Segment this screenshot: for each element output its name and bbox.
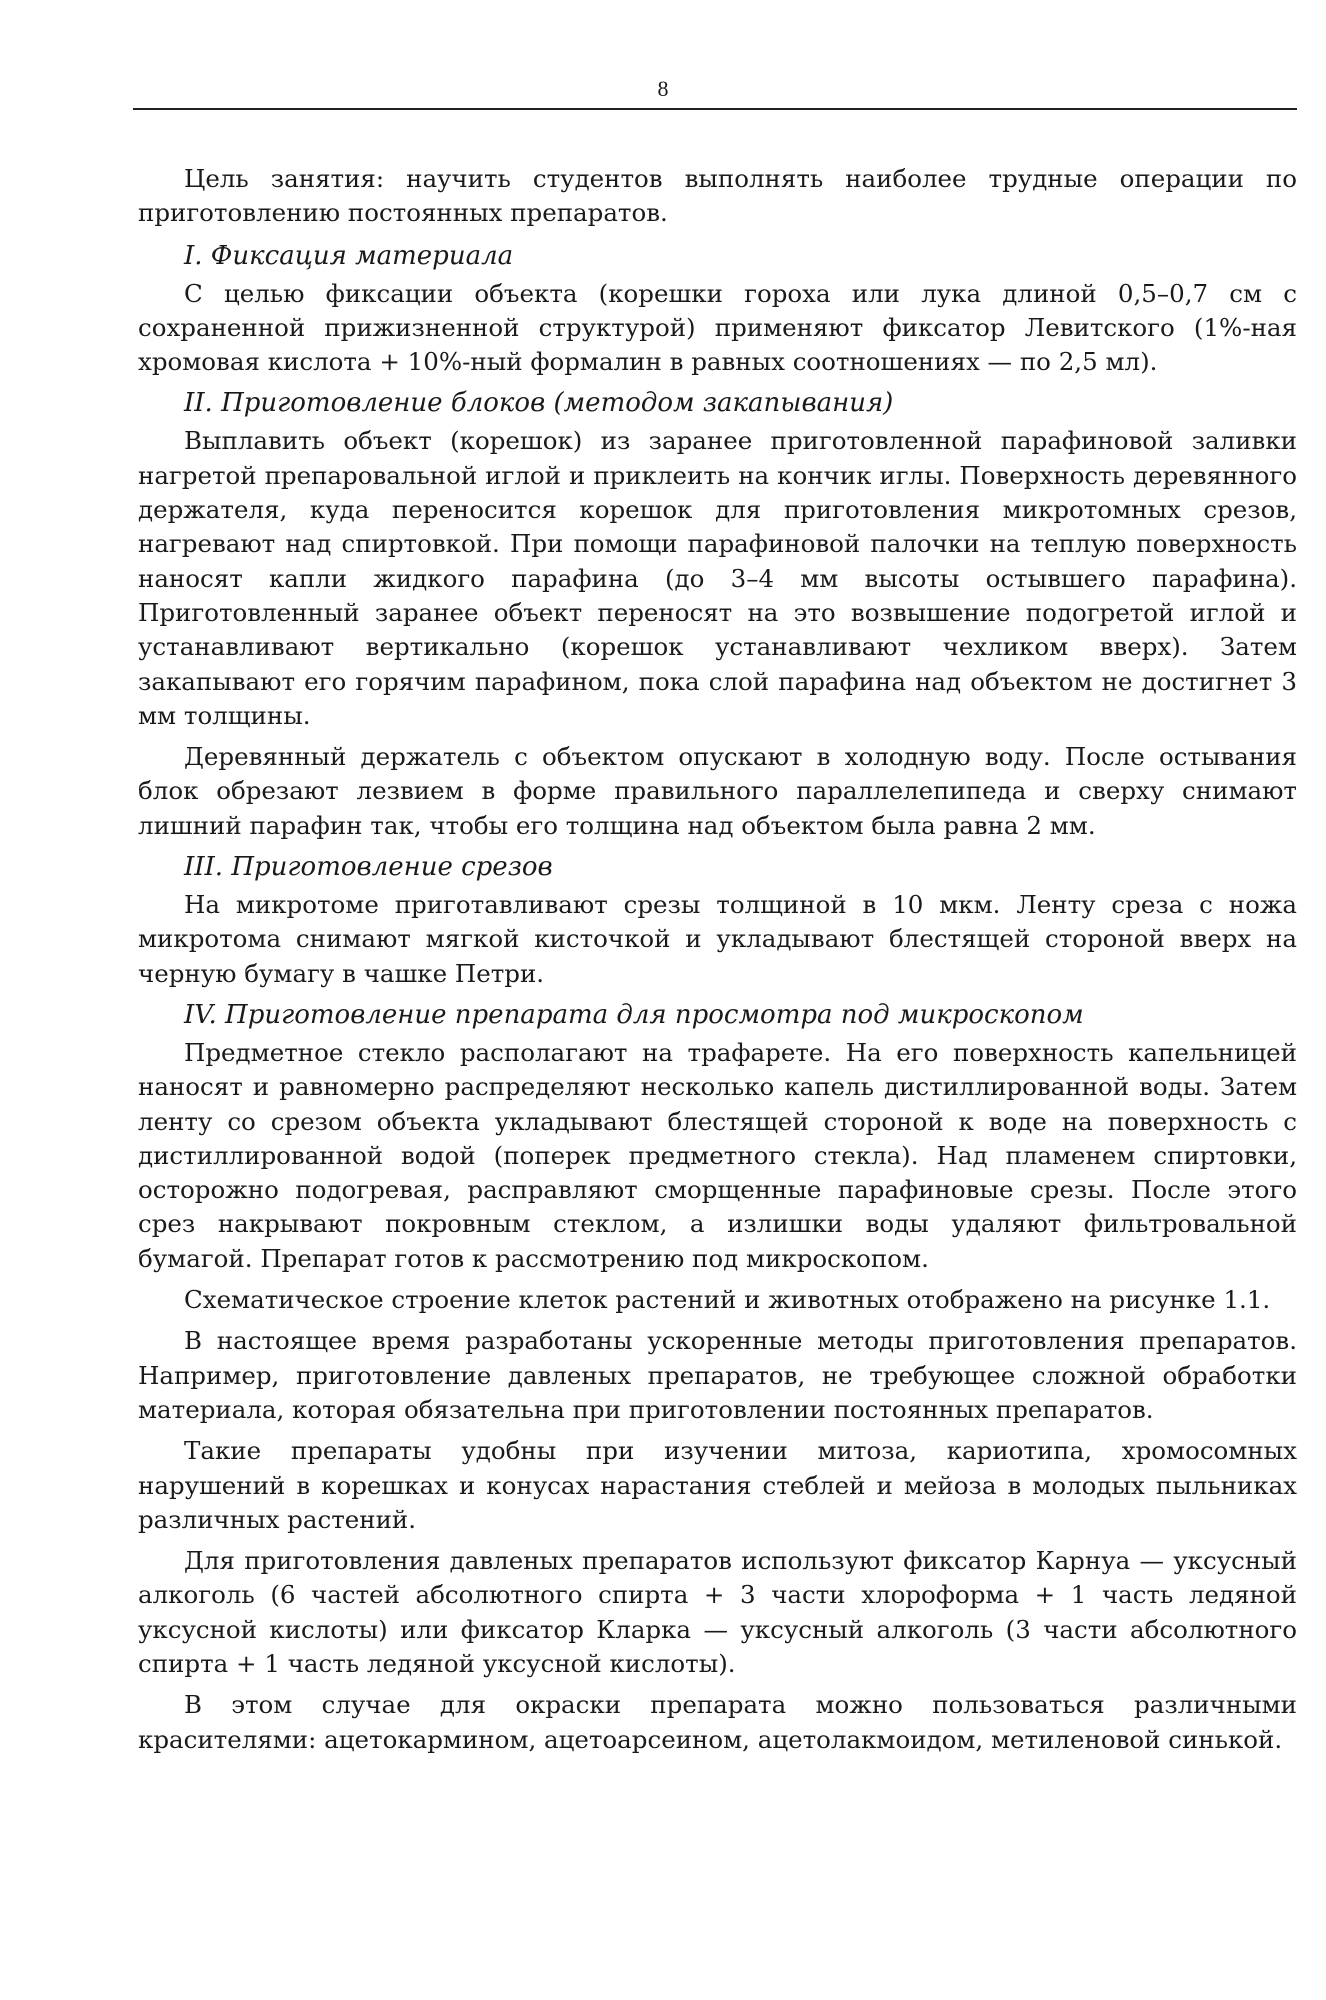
paragraph: Предметное стекло располагают на трафарете. На его поверхность капельницей наносят и равномерно распределяют несколько капель дистиллированной воды. Затем ленту со срезом объекта укладывают блестящей стороной к воде на поверхность с дистиллированной водой (поперек предметного стекла). Над пламенем спиртовки, осторожно подогревая, расправляют сморщенные парафиновые срезы. После этого срез накрывают покровным стеклом, а излишки воды удаляют фильтровальной бумагой. Препарат готов к рассмотрению под микроскопом. (138, 1037, 1297, 1273)
intro-paragraph: Цель занятия: научить студентов выполнять наиболее трудные операции по приготовлению постоянных препаратов. (138, 164, 1297, 228)
paragraph: Деревянный держатель с объектом опускают в холодную воду. После остывания блок обрезают лезвием в форме правильного параллелепипеда и сверху снимают лишний парафин так, чтобы его толщина над объектом была равна 2 мм. (138, 742, 1297, 840)
paragraph: Такие препараты удобны при изучении митоза, кариотипа, хромосомных нарушений в корешках и конусах нарастания стеблей и мейоза в молодых пыльниках различных растений. (138, 1436, 1297, 1534)
paragraph: Схематическое строение клеток растений и животных отображено на рисунке 1.1. (184, 1285, 1271, 1315)
paragraph: Выплавить объект (корешок) из заранее приготовленной парафиновой заливки нагретой препаровальной иглой и приклеить на кончик иглы. Поверхность деревянного держателя, куда переносится корешок для приготовления микротомных срезов, нагревают над спиртовкой. При помощи парафиновой палочки на теплую поверхность наносят капли жидкого парафина (до 3–4 мм высоты остывшего парафина). Приготовленный заранее объект переносят на это возвышение подогретой иглой и устанавливают вертикально (корешок устанавливают чехликом вверх). Затем закапывают его горячим парафином, пока слой парафина над объектом не достигнет 3 мм толщины. (138, 426, 1297, 730)
section-slide-preparation (138, 998, 1297, 1757)
page-number: 8 (657, 76, 669, 101)
paragraph: С целью фиксации объекта (корешки гороха или лука длиной 0,5–0,7 см с сохраненной прижизненной структурой) применяют фиксатор Левитского (1%-ная хромовая кислота + 10%-ный формалин в равных соотношениях — по 2,5 мл). (138, 278, 1297, 377)
section-blocks (138, 386, 1297, 843)
section-heading: I. Фиксация материала (184, 240, 514, 271)
page-body (138, 162, 1297, 1764)
section-heading: II. Приготовление блоков (методом закапывания) (184, 388, 894, 419)
section-sections (138, 850, 1297, 991)
paragraph: Для приготовления давленых препаратов используют фиксатор Карнуа — уксусный алкоголь (6 частей абсолютного спирта + 3 части хлороформа + 1 часть ледяной уксусной кислоты) или фиксатор Кларка — уксусный алкоголь (3 части абсолютного спирта + 1 часть ледяной уксусной кислоты). (138, 1546, 1297, 1678)
paragraph: В этом случае для окраски препарата можно пользоваться различными красителями: ацетокармином, ацетоарсеином, ацетолакмоидом, метиленовой синькой. (138, 1690, 1297, 1754)
section-heading: IV. Приготовление препарата для просмотра под микроскопом (184, 999, 1084, 1030)
header-rule (133, 108, 1297, 110)
paragraph: В настоящее время разработаны ускоренные методы приготовления препаратов. Например, приготовление давленых препаратов, не требующее сложной обработки материала, которая обязательна при приготовлении постоянных препаратов. (138, 1326, 1297, 1424)
section-fixation (138, 239, 1297, 380)
section-heading: III. Приготовление срезов (184, 852, 553, 883)
paragraph: На микротоме приготавливают срезы толщиной в 10 мкм. Ленту среза с ножа микротома снимают мягкой кисточкой и укладывают блестящей стороной вверх на черную бумагу в чашке Петри. (138, 890, 1297, 988)
